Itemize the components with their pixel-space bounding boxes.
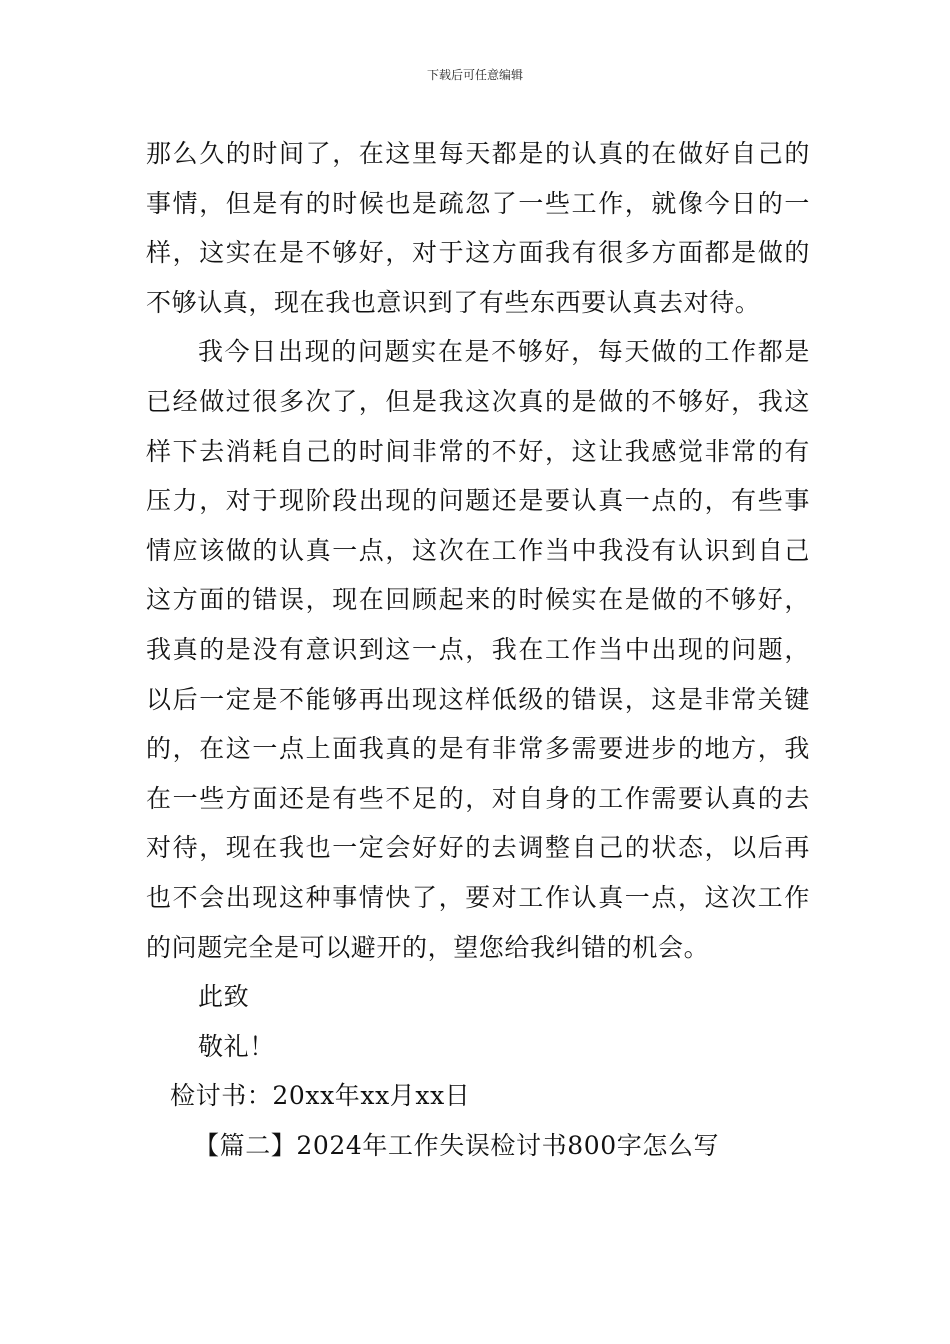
closing-respect: 敬礼！ bbox=[198, 1031, 275, 1061]
paragraph-1: 那么久的时间了，在这里每天都是的认真的在做好自己的事情，但是有的时候也是疏忽了一些工作，就像今日的一样，这实在是不够好，对于这方面我有很多方面都是做的不够认真，现在我也意识到了有些东西要认真去对待。 bbox=[146, 139, 810, 317]
header-note: 下载后可任意编辑 bbox=[426, 68, 523, 82]
paragraph-2: 我今日出现的问题实在是不够好，每天做的工作都是已经做过很多次了，但是我这次真的是做的不够好，我这样下去消耗自己的时间非常的不好，这让我感觉非常的有压力，对于现阶段出现的问题还是要认真一点的，有些事情应该做的认真一点，这次在工作当中我没有认识到自己这方面的错误，现在回顾起来的时候实在是做的不够好，我真的是没有意识到这一点，我在工作当中出现的问题，以后一定是不能够再出现这样低级的错误，这是非常关键的，在这一点上面我真的是有非常多需要进步的地方，我在一些方面还是有些不足的，对自身的工作需要认真的去对待，现在我也一定会好好的去调整自己的状态，以后再也不会出现这种事情快了，要对工作认真一点，这次工作的问题完全是可以避开的，望您给我纠错的机会。 bbox=[146, 337, 810, 962]
signoff-date: 检讨书：20xx年xx月xx日 bbox=[170, 1081, 471, 1111]
document-body bbox=[146, 129, 810, 1170]
closing-salutation: 此致 bbox=[198, 982, 250, 1012]
next-section-heading: 【篇二】2024年工作失误检讨书800字怎么写 bbox=[194, 1130, 720, 1160]
